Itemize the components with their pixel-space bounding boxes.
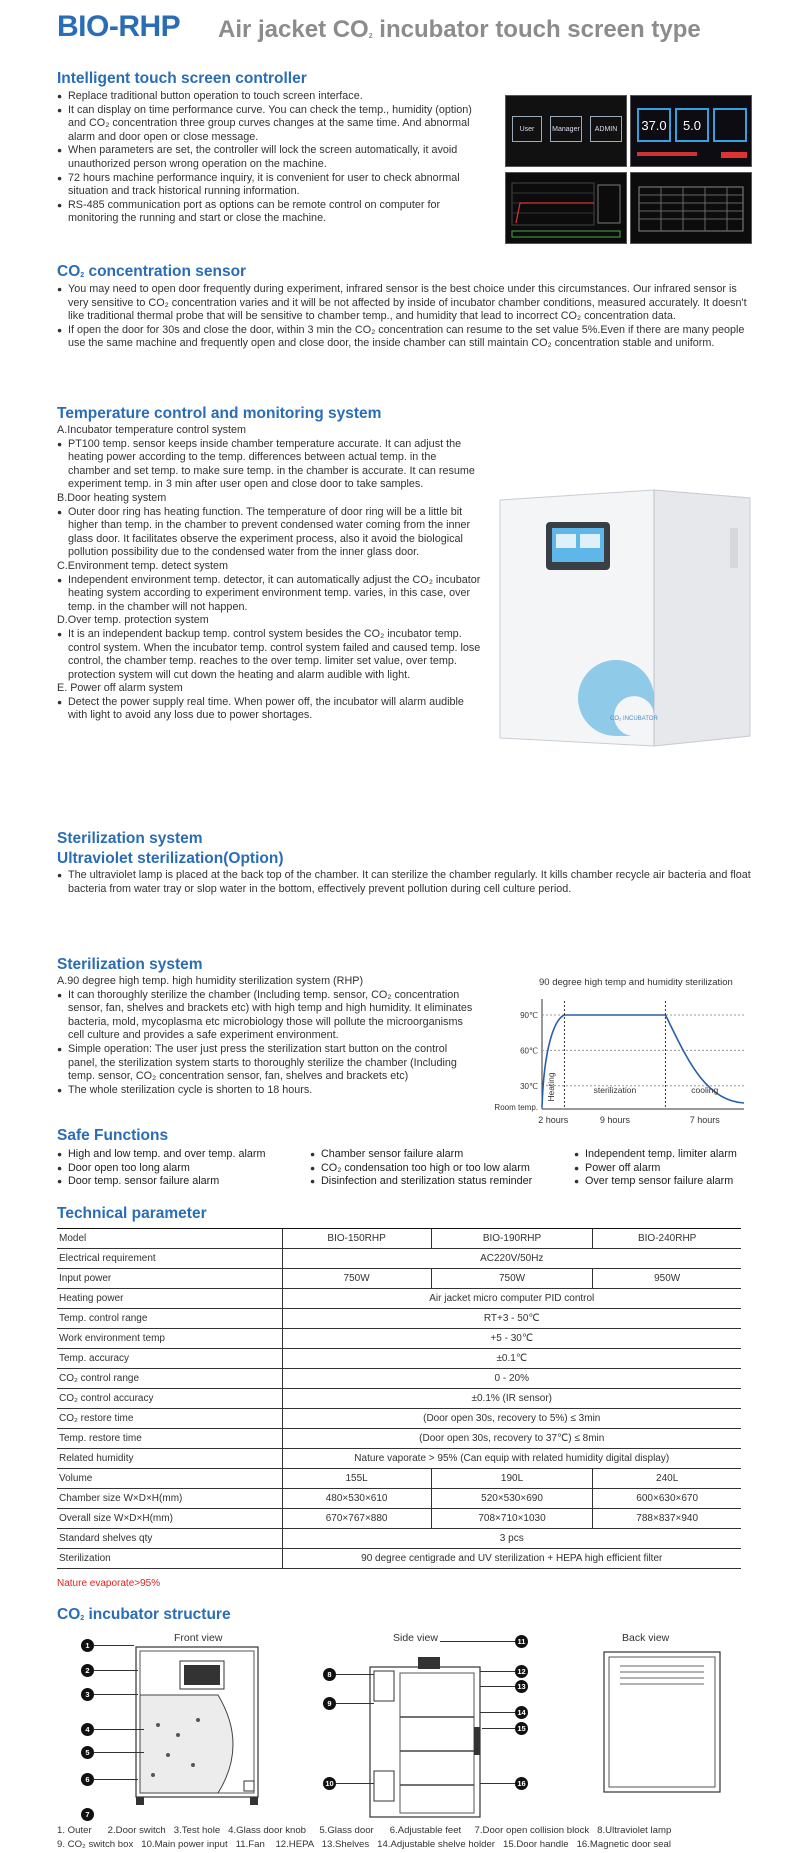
table-row [57,1389,741,1409]
legend-line-1: 1. Outer 2.Door switch 3.Test hole 4.Glass door knob 5.Glass door 6.Adjustable feet 7.Door open collision block 8.Ultraviolet lamp [57,1825,672,1836]
back-view-drawing [600,1648,725,1798]
safe-item: ● Door temp. sensor failure alarm [57,1175,307,1189]
temp-d-text: ● It is an independent backup temp. control system besides the CO₂ incubator temp. control system. When the incubator temp. control system failed and caused temp. lose control, the chamber temp. reaches to the over temp. limiter set value, over temp. protection system will cut down the heating and alarm audible with light. [57,628,481,682]
leader-line [94,1752,144,1753]
leader-line [336,1674,374,1675]
table-cell: Related humidity [57,1449,282,1469]
co2-bullet: ● You may need to open door frequently during experiment, infrared sensor is the best choice under this circumstances. Our infrared sensor is very sensitive to CO₂ concentration varies and it will be not affected by inside of incubator chamber conditions, measured accurately. It doesn't like traditional thermal probe that will be sensitive to chamber temp., and humidity that lead to incorrect CO₂ concentration data. [57,283,751,324]
table-cell: 788×837×940 [593,1509,741,1529]
touch-heading: Intelligent touch screen controller [57,70,307,87]
tech-heading: Technical parameter [57,1205,207,1222]
table-row [57,1329,741,1349]
temp-c-title: C.Environment temp. detect system [57,559,229,572]
table-row [57,1349,741,1369]
table-cell: 0 - 20% [282,1369,741,1389]
uv-list [57,869,751,896]
table-cell: RT+3 - 50℃ [282,1309,741,1329]
temp-e-text: ● Detect the power supply real time. When power off, the incubator will alarm audible with light to avoid any loss due to power shortages. [57,696,481,723]
safe-item: ● CO₂ condensation too high or too low alarm [310,1162,570,1176]
leader-line [94,1779,138,1780]
table-cell: 670×767×880 [282,1509,431,1529]
y-tick-label: 30℃ [520,1081,538,1091]
page-subtitle: Air jacket $CO_2$ incubator touch screen type [218,16,701,43]
leader-line [336,1703,374,1704]
safe-item: ● Chamber sensor failure alarm [310,1148,570,1162]
safe-item: ● Independent temp. limiter alarm [574,1148,754,1162]
table-cell: Electrical requirement [57,1249,282,1269]
table-cell: Model [57,1229,282,1249]
leader-line [94,1729,144,1730]
table-row [57,1489,741,1509]
table-cell: 480×530×610 [282,1489,431,1509]
table-row [57,1409,741,1429]
history-grid [631,173,751,243]
callout-11: 11 [515,1635,528,1648]
callout-12: 12 [515,1665,528,1678]
leader-line [480,1686,515,1687]
admin-button: ADMIN [590,116,622,142]
tech-note: Nature evaporate>95% [57,1578,161,1589]
safe-col-1 [57,1148,307,1189]
humidity-box [713,108,747,142]
table-row [57,1449,741,1469]
uv-heading-2: Ultraviolet sterilization(Option) [57,850,284,867]
table-cell: Temp. control range [57,1309,282,1329]
callout-5: 5 [81,1746,94,1759]
table-cell: Nature vaporate > 95% (Can equip with related humidity digital display) [282,1449,741,1469]
touch-bullet: ● Replace traditional button operation to touch screen interface. [57,90,483,104]
temp-list [57,424,481,723]
table-cell: Volume [57,1469,282,1489]
steril-bullet: ● It can thoroughly sterilize the chamber (Including temp. sensor, CO₂ concentration sensor, fan, shelves and brackets etc) with high temp and high humidity. It eliminates bacteria, mold, mycoplasma etc microbiology those will pollute the microorganisms cell culture and provides a safe experiment environment. [57,989,475,1043]
touch-list [57,90,483,226]
callout-8: 8 [323,1668,336,1681]
callout-3: 3 [81,1688,94,1701]
page-title: BIO-RHP [57,10,181,43]
leader-line [336,1783,374,1784]
table-cell: Heating power [57,1289,282,1309]
table-cell: 708×710×1030 [431,1509,593,1529]
table-row [57,1429,741,1449]
leader-line [94,1645,134,1646]
table-cell: Input power [57,1269,282,1289]
safe-item: ● Power off alarm [574,1162,754,1176]
safe-item: ● Door open too long alarm [57,1162,307,1176]
callout-9: 9 [323,1697,336,1710]
front-view-drawing [98,1635,268,1825]
table-cell: BIO-190RHP [431,1229,593,1249]
touch-bullet: ● 72 hours machine performance inquiry, it is convenient for user to check abnormal situation and track historical running information. [57,172,483,199]
table-row [57,1289,741,1309]
table-row [57,1529,741,1549]
table-cell: 750W [431,1269,593,1289]
leader-line [440,1641,515,1642]
safe-item: ● High and low temp. and over temp. alarm [57,1148,307,1162]
table-cell: Sterilization [57,1549,282,1569]
co2-value: 5.0 [675,108,709,142]
leader-line [94,1670,138,1671]
co2-sensor-list [57,283,751,351]
table-cell: BIO-240RHP [593,1229,741,1249]
steril-list [57,975,475,1097]
table-cell: 750W [282,1269,431,1289]
chart-title: 90 degree high temp and humidity sterilization [539,977,733,988]
x-tick-label: 2 hours [538,1115,569,1125]
table-row [57,1369,741,1389]
callout-1: 1 [81,1639,94,1652]
callout-16: 16 [515,1777,528,1790]
table-cell: Air jacket micro computer PID control [282,1289,741,1309]
table-cell: (Door open 30s, recovery to 37℃) ≤ 8min [282,1429,741,1449]
callout-10: 10 [323,1777,336,1790]
leader-line [480,1712,515,1713]
table-header-row [57,1229,741,1249]
y-tick-label: 90℃ [520,1011,538,1020]
leader-line [94,1694,138,1695]
table-cell: Temp. accuracy [57,1349,282,1369]
x-tick-label: 7 hours [689,1115,720,1125]
steril-bullet: ● The whole sterilization cycle is shorten to 18 hours. [57,1084,475,1098]
callout-14: 14 [515,1706,528,1719]
safe-item: ● Disinfection and sterilization status reminder [310,1175,570,1189]
touch-bullet: ● When parameters are set, the controller will lock the screen automatically, it avoid unauthorized person wrong operation on the machine. [57,144,483,171]
table-cell: 600×630×670 [593,1489,741,1509]
leader-line [480,1671,515,1672]
callout-15: 15 [515,1722,528,1735]
table-cell: Standard shelves qty [57,1529,282,1549]
phase-label: sterilization [593,1085,637,1095]
table-row [57,1509,741,1529]
table-cell: Overall size W×D×H(mm) [57,1509,282,1529]
table-cell: CO₂ control range [57,1369,282,1389]
co2-sensor-heading: $CO_2$ concentration sensor [57,263,247,280]
table-cell: 155L [282,1469,431,1489]
temp-a-title: A.Incubator temperature control system [57,424,247,436]
phase-label: Heating [546,1072,557,1102]
callout-2: 2 [81,1664,94,1677]
safe-heading: Safe Functions [57,1127,169,1144]
callout-6: 6 [81,1773,94,1786]
main-screen-image [630,95,752,167]
temp-value: 37.0 [637,108,671,142]
uv-bullet: ● The ultraviolet lamp is placed at the back top of the chamber. It can sterilize the chamber regularly. It kills chamber recycle air bacteria and float bacteria from water tray or slop water in the bottom, effectively prevent pollution during cell culture period. [57,869,751,896]
login-screen-image [505,95,627,167]
callout-7: 7 [81,1808,94,1821]
temp-b-text: ● Outer door ring has heating function. The temperature of door ring will be a little bit higher than temp. in the chamber to prevent condensed water coming from the inner glass door. It facilitates observe the experiment process, also it avoid the biological pollution possibility due to the condensed water from the inner glass door. [57,506,481,560]
table-cell: CO₂ restore time [57,1409,282,1429]
table-cell: 520×530×690 [431,1489,593,1509]
table-cell: ±0.1℃ [282,1349,741,1369]
curve-graph [506,173,626,243]
safe-item: ● Over temp sensor failure alarm [574,1175,754,1189]
leader-line [482,1728,515,1729]
table-cell: (Door open 30s, recovery to 5%) ≤ 3min [282,1409,741,1429]
status-bar [637,152,697,156]
table-cell: 190L [431,1469,593,1489]
table-row [57,1549,741,1569]
table-row [57,1309,741,1329]
touch-bullet: ● It can display on time performance curve. You can check the temp., humidity (option) and CO₂ concentration three group curves changes at the same time. And abnormal alarm and door open or close message. [57,104,483,145]
table-cell: 90 degree centigrade and UV sterilization + HEPA high efficient filter [282,1549,741,1569]
user-button: User [512,116,542,142]
temp-a-text: ● PT100 temp. sensor keeps inside chamber temperature accurate. It can adjust the heating power according to the temp. differences between actual temp. in the chamber and set temp. to make sure temp. in the chamber is accurate. It can resume experiment temp. in 3 min after user open and close door to take samples. [57,438,481,492]
steril-bullet: ● Simple operation: The user just press the sterilization start button on the control panel, the sterilization system starts to thoroughly sterilize the chamber (Including temp. sensor, CO₂ concentration sensor, fan, shelves and brackets etc) [57,1043,475,1084]
side-view-drawing [340,1645,500,1825]
table-cell: 240L [593,1469,741,1489]
table-cell: +5 - 30℃ [282,1329,741,1349]
steril-heading: Sterilization system [57,956,203,973]
table-row [57,1249,741,1269]
safe-col-2 [310,1148,570,1189]
table-cell: Temp. restore time [57,1429,282,1449]
temp-c-text: ● Independent environment temp. detector, it can automatically adjust the CO₂ incubator heating system according to experiment environment temp. varies, in this case, over temp. in the chamber will not happen. [57,574,481,615]
leader-line [480,1783,515,1784]
alarm-indicator [721,152,747,158]
tech-table [57,1228,741,1569]
history-screen-image [630,172,752,244]
x-tick-label: 9 hours [599,1115,630,1125]
table-row [57,1469,741,1489]
curve-screen-image [505,172,627,244]
safe-col-3 [574,1148,754,1189]
side-view-label: Side view [393,1632,438,1644]
table-row [57,1269,741,1289]
y-tick-label: Room temp. [494,1103,538,1112]
phase-label: cooling [691,1085,719,1095]
table-cell: AC220V/50Hz [282,1249,741,1269]
manager-button: Manager [550,116,582,142]
table-cell: Work environment temp [57,1329,282,1349]
back-view-label: Back view [622,1632,670,1644]
temp-heading: Temperature control and monitoring system [57,405,382,422]
front-view-label: Front view [174,1632,223,1644]
chart-svg [484,977,754,1127]
steril-a-title: A.90 degree high temp. high humidity sterilization system (RHP) [57,975,364,987]
uv-heading-1: Sterilization system [57,830,203,847]
temp-d-title: D.Over temp. protection system [57,614,209,627]
temp-b-title: B.Door heating system [57,491,167,504]
temp-e-title: E. Power off alarm system [57,682,183,695]
sterilization-chart [484,977,754,1127]
y-tick-label: 60℃ [520,1046,538,1056]
co2-bullet: ● If open the door for 30s and close the door, within 3 min the CO₂ concentration can resume to the set value 5%.Even if there are many people use the same machine and frequently open and close door, the inside chamber can still maintain CO₂ concentration stable and uniform. [57,324,751,351]
touch-bullet: ● RS-485 communication port as options can be remote control on computer for monitoring the running and start or close the machine. [57,199,483,226]
table-cell: 950W [593,1269,741,1289]
incubator-product-image [494,488,756,748]
callout-13: 13 [515,1680,528,1693]
legend-line-2: 9. CO₂ switch box 10.Main power input 11.Fan 12.HEPA 13.Shelves 14.Adjustable shelve holder 15.Door handle 16.Magnetic door seal [57,1839,671,1850]
table-cell: CO₂ control accuracy [57,1389,282,1409]
table-cell: 3 pcs [282,1529,741,1549]
callout-4: 4 [81,1723,94,1736]
product-label: CO₂ INCUBATOR [610,716,658,722]
structure-heading: $CO_2$ incubator structure [57,1606,231,1623]
table-cell: BIO-150RHP [282,1229,431,1249]
table-cell: Chamber size W×D×H(mm) [57,1489,282,1509]
table-cell: ±0.1% (IR sensor) [282,1389,741,1409]
